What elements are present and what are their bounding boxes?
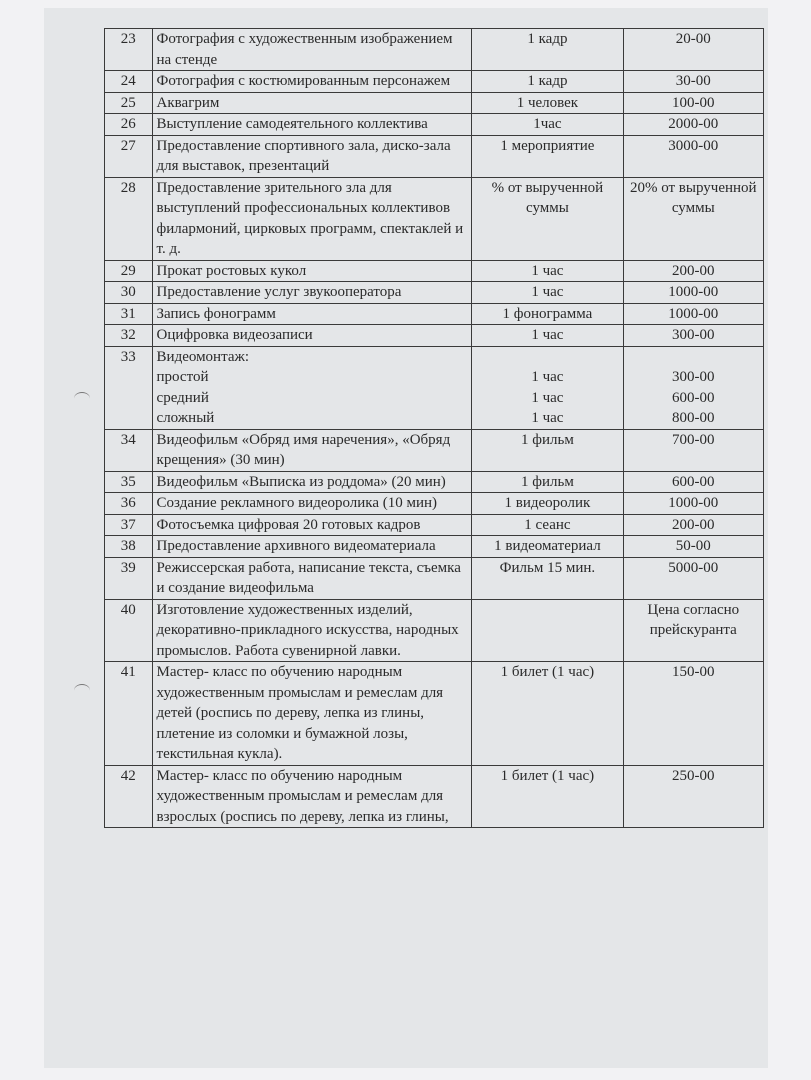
row-service-name: Фотосъемка цифровая 20 готовых кадров: [152, 514, 472, 536]
table-row: [105, 282, 764, 304]
row-price: 150-00: [623, 662, 763, 766]
table-row: [105, 536, 764, 558]
row-number: 34: [105, 429, 153, 471]
row33-title: Видеомонтаж:: [156, 348, 250, 365]
row-price: 600-00: [623, 471, 763, 493]
table-row: [105, 429, 764, 471]
row-number: 37: [105, 514, 153, 536]
row-unit: 1 мероприятие: [472, 135, 623, 177]
row-service-name: Предоставление архивного видеоматериала: [152, 536, 472, 558]
row-price: 200-00: [623, 514, 763, 536]
row-number: 32: [105, 325, 153, 347]
row-unit: 1 фильм: [472, 471, 623, 493]
row-number: 25: [105, 92, 153, 114]
row-price: 100-00: [623, 92, 763, 114]
price-list-table: [104, 28, 764, 828]
row-unit: 1час: [472, 114, 623, 136]
price-rows-block-2: [105, 429, 764, 828]
table-row: [105, 557, 764, 599]
row-unit: 1 фильм: [472, 429, 623, 471]
row-price: 30-00: [623, 71, 763, 93]
row-number: 27: [105, 135, 153, 177]
table-row: [105, 177, 764, 260]
row-price: 200-00: [623, 260, 763, 282]
row-number: 29: [105, 260, 153, 282]
row-service-name: Оцифровка видеозаписи: [152, 325, 472, 347]
row-service-name: Прокат ростовых кукол: [152, 260, 472, 282]
row-unit: 1 видеоматериал: [472, 536, 623, 558]
row-price: [623, 346, 763, 388]
row-price: 1000-00: [623, 303, 763, 325]
punch-hole-mark: [74, 392, 90, 405]
row-service-name: Видеофильм «Обряд имя наречения», «Обряд крещения» (30 мин): [152, 429, 472, 471]
row-service-name: Предоставление услуг звукооператора: [152, 282, 472, 304]
table-row: [105, 388, 764, 409]
row-number: 30: [105, 282, 153, 304]
row-number: 39: [105, 557, 153, 599]
table-row: [105, 471, 764, 493]
table-row: [105, 92, 764, 114]
row-service-name: Режиссерская работа, написание текста, съемка и создание видеофильма: [152, 557, 472, 599]
row-number: 31: [105, 303, 153, 325]
row-unit: 1 билет (1 час): [472, 765, 623, 828]
row-unit: 1 час: [472, 325, 623, 347]
row33-item-unit: 1 час: [472, 388, 623, 409]
table-row: [105, 114, 764, 136]
row33-item-unit: 1 час: [531, 369, 564, 385]
table-row: [105, 346, 764, 388]
row33-item-name: сложный: [152, 408, 472, 429]
row-unit: 1 час: [472, 260, 623, 282]
row-unit: 1 фонограмма: [472, 303, 623, 325]
row-service-name: Мастер- класс по обучению народным художественным промыслам и ремеслам для детей (роспись по дереву, лепка из глины, плетение из соломки и бумажной лозы, текстильная кукла).: [152, 662, 472, 766]
punch-hole-mark: [74, 684, 90, 697]
row-service-name: Фотография с костюмированным персонажем: [152, 71, 472, 93]
row-unit: 1 сеанс: [472, 514, 623, 536]
row33-item-price: 300-00: [672, 369, 715, 385]
table-row: [105, 493, 764, 515]
row-number: 23: [105, 29, 153, 71]
row-unit: 1 кадр: [472, 71, 623, 93]
table-row: [105, 765, 764, 828]
row-unit: 1 билет (1 час): [472, 662, 623, 766]
row-number: 24: [105, 71, 153, 93]
row-service-name: Создание рекламного видеоролика (10 мин): [152, 493, 472, 515]
row-number: 26: [105, 114, 153, 136]
row-unit: [472, 599, 623, 662]
row-price: 1000-00: [623, 493, 763, 515]
row-price: 3000-00: [623, 135, 763, 177]
row-service-name: Аквагрим: [152, 92, 472, 114]
row-number: 42: [105, 765, 153, 828]
row33-item-name: средний: [152, 388, 472, 409]
row-unit: [472, 346, 623, 388]
row-number: 33: [105, 346, 153, 429]
row-price: 1000-00: [623, 282, 763, 304]
row-unit: 1 человек: [472, 92, 623, 114]
row-number: 41: [105, 662, 153, 766]
row-price: 700-00: [623, 429, 763, 471]
row-unit: 1 кадр: [472, 29, 623, 71]
row-unit: 1 видеоролик: [472, 493, 623, 515]
price-rows-block-1: [105, 29, 764, 347]
row-price: 50-00: [623, 536, 763, 558]
document-page: [44, 8, 768, 1068]
row-price: 2000-00: [623, 114, 763, 136]
row-number: 28: [105, 177, 153, 260]
table-row: [105, 135, 764, 177]
table-row: [105, 325, 764, 347]
row-service-name: Изготовление художественных изделий, декоративно-прикладного искусства, народных промыслов. Работа сувенирной лавки.: [152, 599, 472, 662]
table-row: [105, 408, 764, 429]
row-unit: Фильм 15 мин.: [472, 557, 623, 599]
row33-item-price: 800-00: [623, 408, 763, 429]
row-service-name: [152, 346, 472, 388]
row-service-name: Мастер- класс по обучению народным художественным промыслам и ремеслам для взрослых (роспись по дереву, лепка из глины,: [152, 765, 472, 828]
table-row: [105, 260, 764, 282]
row-price: Цена согласно прейскуранта: [623, 599, 763, 662]
row-service-name: Предоставление зрительного зла для выступлений профессиональных коллективов филармоний, цирковых программ, спектаклей и т. д.: [152, 177, 472, 260]
row-service-name: Запись фонограмм: [152, 303, 472, 325]
table-row: [105, 71, 764, 93]
price-row-33: [105, 346, 764, 429]
row33-item-unit: 1 час: [472, 408, 623, 429]
row-number: 35: [105, 471, 153, 493]
row-price: 5000-00: [623, 557, 763, 599]
row-price: 250-00: [623, 765, 763, 828]
row-price: 300-00: [623, 325, 763, 347]
row-number: 40: [105, 599, 153, 662]
row33-item-name: простой: [156, 369, 209, 385]
row-number: 38: [105, 536, 153, 558]
row33-item-price: 600-00: [623, 388, 763, 409]
row-service-name: Фотография с художественным изображением на стенде: [152, 29, 472, 71]
table-row: [105, 599, 764, 662]
row-price: 20% от вырученной суммы: [623, 177, 763, 260]
row-service-name: Видеофильм «Выписка из роддома» (20 мин): [152, 471, 472, 493]
row-number: 36: [105, 493, 153, 515]
row-price: 20-00: [623, 29, 763, 71]
table-row: [105, 303, 764, 325]
table-row: [105, 662, 764, 766]
row-unit: 1 час: [472, 282, 623, 304]
table-row: [105, 514, 764, 536]
table-row: [105, 29, 764, 71]
row-service-name: Предоставление спортивного зала, диско-зала для выставок, презентаций: [152, 135, 472, 177]
row-unit: % от вырученной суммы: [472, 177, 623, 260]
row-service-name: Выступление самодеятельного коллектива: [152, 114, 472, 136]
